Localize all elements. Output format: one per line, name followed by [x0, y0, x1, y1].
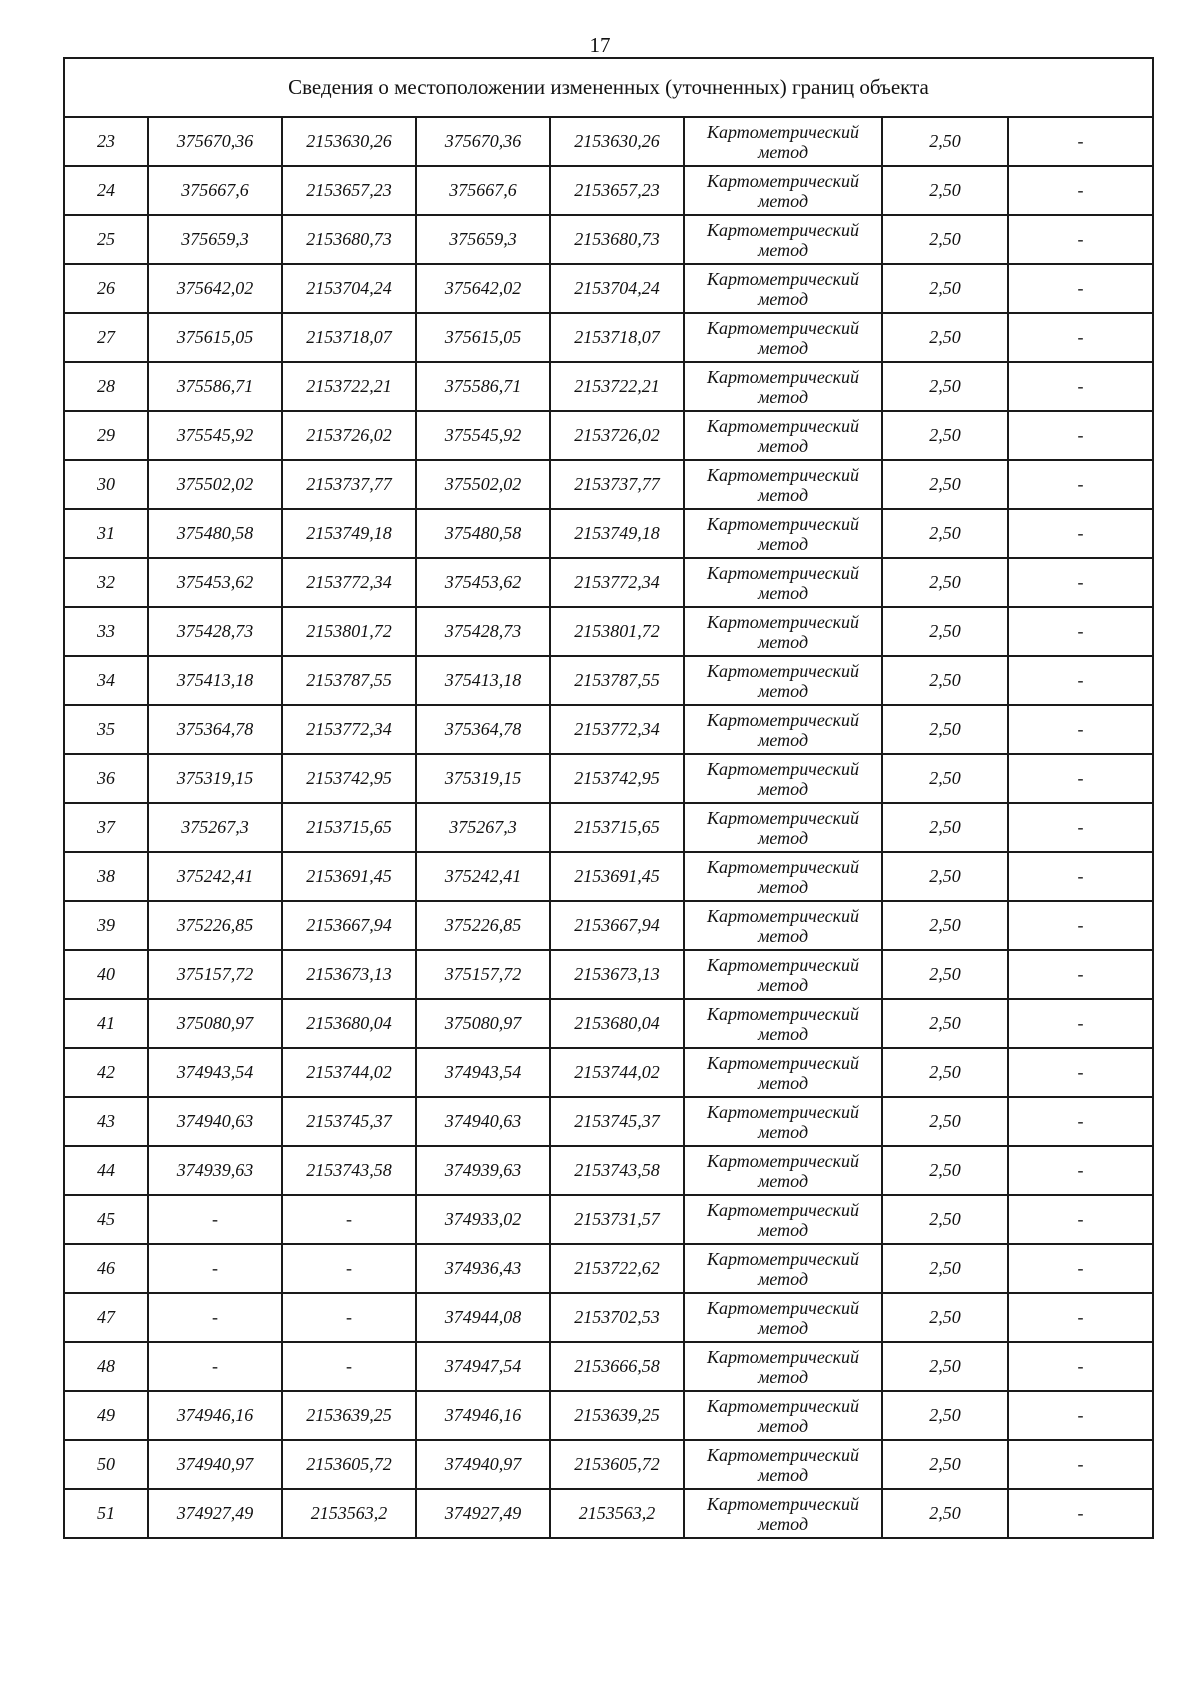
accuracy-cell: 2,50 [882, 362, 1008, 411]
method-cell: Картометрический метод [684, 558, 882, 607]
existing-x-cell: 375480,58 [148, 509, 282, 558]
existing-x-cell: 374940,97 [148, 1440, 282, 1489]
method-cell: Картометрический метод [684, 1097, 882, 1146]
refined-x-cell: 374939,63 [416, 1146, 550, 1195]
accuracy-cell: 2,50 [882, 215, 1008, 264]
note-cell: - [1008, 1391, 1153, 1440]
method-cell: Картометрический метод [684, 803, 882, 852]
method-cell: Картометрический метод [684, 362, 882, 411]
note-cell: - [1008, 1195, 1153, 1244]
table-row [64, 754, 1153, 803]
table-row [64, 999, 1153, 1048]
existing-y-cell: 2153667,94 [282, 901, 416, 950]
point-number-cell: 35 [64, 705, 148, 754]
method-cell: Картометрический метод [684, 754, 882, 803]
refined-x-cell: 375659,3 [416, 215, 550, 264]
accuracy-cell: 2,50 [882, 1391, 1008, 1440]
method-cell: Картометрический метод [684, 1244, 882, 1293]
refined-y-cell: 2153691,45 [550, 852, 684, 901]
accuracy-cell: 2,50 [882, 656, 1008, 705]
accuracy-cell: 2,50 [882, 460, 1008, 509]
existing-x-cell: 375413,18 [148, 656, 282, 705]
method-cell: Картометрический метод [684, 999, 882, 1048]
refined-y-cell: 2153639,25 [550, 1391, 684, 1440]
point-number-cell: 45 [64, 1195, 148, 1244]
existing-x-cell: 375319,15 [148, 754, 282, 803]
refined-y-cell: 2153666,58 [550, 1342, 684, 1391]
refined-y-cell: 2153704,24 [550, 264, 684, 313]
table-row [64, 509, 1153, 558]
accuracy-cell: 2,50 [882, 1293, 1008, 1342]
accuracy-cell: 2,50 [882, 1097, 1008, 1146]
note-cell: - [1008, 1342, 1153, 1391]
refined-x-cell: 374944,08 [416, 1293, 550, 1342]
table-row [64, 1048, 1153, 1097]
table-title: Сведения о местоположении измененных (уточненных) границ объекта [64, 58, 1153, 117]
note-cell: - [1008, 460, 1153, 509]
refined-x-cell: 375642,02 [416, 264, 550, 313]
existing-y-cell: 2153715,65 [282, 803, 416, 852]
existing-y-cell: 2153743,58 [282, 1146, 416, 1195]
refined-x-cell: 375453,62 [416, 558, 550, 607]
refined-y-cell: 2153605,72 [550, 1440, 684, 1489]
point-number-cell: 46 [64, 1244, 148, 1293]
accuracy-cell: 2,50 [882, 509, 1008, 558]
note-cell: - [1008, 411, 1153, 460]
existing-y-cell: 2153704,24 [282, 264, 416, 313]
point-number-cell: 23 [64, 117, 148, 166]
accuracy-cell: 2,50 [882, 1195, 1008, 1244]
table-row [64, 1097, 1153, 1146]
refined-x-cell: 374946,16 [416, 1391, 550, 1440]
method-cell: Картометрический метод [684, 656, 882, 705]
accuracy-cell: 2,50 [882, 705, 1008, 754]
note-cell: - [1008, 166, 1153, 215]
refined-y-cell: 2153673,13 [550, 950, 684, 999]
table-row [64, 558, 1153, 607]
note-cell: - [1008, 215, 1153, 264]
page-number: 17 [589, 33, 611, 57]
method-cell: Картометрический метод [684, 117, 882, 166]
existing-x-cell: 375428,73 [148, 607, 282, 656]
refined-y-cell: 2153630,26 [550, 117, 684, 166]
existing-x-cell: 375080,97 [148, 999, 282, 1048]
existing-y-cell: 2153605,72 [282, 1440, 416, 1489]
existing-x-cell: 375242,41 [148, 852, 282, 901]
existing-y-cell: - [282, 1342, 416, 1391]
refined-y-cell: 2153787,55 [550, 656, 684, 705]
accuracy-cell: 2,50 [882, 901, 1008, 950]
point-number-cell: 25 [64, 215, 148, 264]
existing-y-cell: 2153630,26 [282, 117, 416, 166]
existing-x-cell: 375670,36 [148, 117, 282, 166]
table-row [64, 215, 1153, 264]
refined-y-cell: 2153749,18 [550, 509, 684, 558]
method-cell: Картометрический метод [684, 1342, 882, 1391]
table-title-row [64, 58, 1153, 117]
refined-x-cell: 375615,05 [416, 313, 550, 362]
accuracy-cell: 2,50 [882, 1146, 1008, 1195]
note-cell: - [1008, 362, 1153, 411]
point-number-cell: 29 [64, 411, 148, 460]
method-cell: Картометрический метод [684, 1489, 882, 1538]
table-row [64, 411, 1153, 460]
accuracy-cell: 2,50 [882, 1489, 1008, 1538]
table-row [64, 1195, 1153, 1244]
refined-y-cell: 2153772,34 [550, 705, 684, 754]
existing-x-cell: - [148, 1244, 282, 1293]
refined-x-cell: 374940,97 [416, 1440, 550, 1489]
accuracy-cell: 2,50 [882, 411, 1008, 460]
refined-y-cell: 2153680,73 [550, 215, 684, 264]
existing-y-cell: 2153639,25 [282, 1391, 416, 1440]
table-row [64, 117, 1153, 166]
method-cell: Картометрический метод [684, 852, 882, 901]
refined-y-cell: 2153718,07 [550, 313, 684, 362]
method-cell: Картометрический метод [684, 509, 882, 558]
existing-x-cell: 375667,6 [148, 166, 282, 215]
accuracy-cell: 2,50 [882, 803, 1008, 852]
existing-x-cell: 375545,92 [148, 411, 282, 460]
point-number-cell: 36 [64, 754, 148, 803]
point-number-cell: 33 [64, 607, 148, 656]
method-cell: Картометрический метод [684, 1293, 882, 1342]
refined-x-cell: 374933,02 [416, 1195, 550, 1244]
table-row [64, 1489, 1153, 1538]
table-row [64, 166, 1153, 215]
refined-y-cell: 2153715,65 [550, 803, 684, 852]
note-cell: - [1008, 1146, 1153, 1195]
existing-y-cell: 2153563,2 [282, 1489, 416, 1538]
existing-y-cell: - [282, 1244, 416, 1293]
existing-x-cell: 375642,02 [148, 264, 282, 313]
existing-x-cell: 374940,63 [148, 1097, 282, 1146]
method-cell: Картометрический метод [684, 166, 882, 215]
note-cell: - [1008, 705, 1153, 754]
table-row [64, 656, 1153, 705]
method-cell: Картометрический метод [684, 901, 882, 950]
refined-x-cell: 374936,43 [416, 1244, 550, 1293]
point-number-cell: 50 [64, 1440, 148, 1489]
point-number-cell: 37 [64, 803, 148, 852]
refined-x-cell: 375319,15 [416, 754, 550, 803]
coordinates-table [63, 57, 1154, 1539]
refined-x-cell: 375545,92 [416, 411, 550, 460]
existing-x-cell: 375226,85 [148, 901, 282, 950]
point-number-cell: 38 [64, 852, 148, 901]
existing-y-cell: 2153801,72 [282, 607, 416, 656]
accuracy-cell: 2,50 [882, 558, 1008, 607]
refined-x-cell: 375586,71 [416, 362, 550, 411]
table-row [64, 313, 1153, 362]
existing-x-cell: 375453,62 [148, 558, 282, 607]
existing-y-cell: 2153680,73 [282, 215, 416, 264]
note-cell: - [1008, 1293, 1153, 1342]
note-cell: - [1008, 656, 1153, 705]
refined-x-cell: 375242,41 [416, 852, 550, 901]
refined-y-cell: 2153801,72 [550, 607, 684, 656]
refined-y-cell: 2153680,04 [550, 999, 684, 1048]
accuracy-cell: 2,50 [882, 1342, 1008, 1391]
existing-y-cell: 2153691,45 [282, 852, 416, 901]
point-number-cell: 43 [64, 1097, 148, 1146]
method-cell: Картометрический метод [684, 460, 882, 509]
accuracy-cell: 2,50 [882, 1440, 1008, 1489]
existing-x-cell: 375502,02 [148, 460, 282, 509]
refined-x-cell: 375502,02 [416, 460, 550, 509]
refined-y-cell: 2153722,21 [550, 362, 684, 411]
refined-y-cell: 2153702,53 [550, 1293, 684, 1342]
accuracy-cell: 2,50 [882, 999, 1008, 1048]
table-row [64, 950, 1153, 999]
existing-y-cell: 2153787,55 [282, 656, 416, 705]
point-number-cell: 47 [64, 1293, 148, 1342]
accuracy-cell: 2,50 [882, 950, 1008, 999]
refined-x-cell: 375080,97 [416, 999, 550, 1048]
accuracy-cell: 2,50 [882, 607, 1008, 656]
point-number-cell: 30 [64, 460, 148, 509]
accuracy-cell: 2,50 [882, 117, 1008, 166]
refined-x-cell: 374927,49 [416, 1489, 550, 1538]
table-row [64, 607, 1153, 656]
table-row [64, 1342, 1153, 1391]
refined-x-cell: 375364,78 [416, 705, 550, 754]
existing-y-cell: - [282, 1195, 416, 1244]
refined-y-cell: 2153737,77 [550, 460, 684, 509]
point-number-cell: 31 [64, 509, 148, 558]
existing-y-cell: 2153744,02 [282, 1048, 416, 1097]
point-number-cell: 40 [64, 950, 148, 999]
refined-y-cell: 2153563,2 [550, 1489, 684, 1538]
method-cell: Картометрический метод [684, 1391, 882, 1440]
existing-x-cell: 374939,63 [148, 1146, 282, 1195]
point-number-cell: 49 [64, 1391, 148, 1440]
refined-y-cell: 2153743,58 [550, 1146, 684, 1195]
existing-x-cell: - [148, 1293, 282, 1342]
refined-x-cell: 375428,73 [416, 607, 550, 656]
note-cell: - [1008, 852, 1153, 901]
point-number-cell: 32 [64, 558, 148, 607]
note-cell: - [1008, 607, 1153, 656]
existing-x-cell: 375267,3 [148, 803, 282, 852]
refined-x-cell: 375667,6 [416, 166, 550, 215]
note-cell: - [1008, 803, 1153, 852]
accuracy-cell: 2,50 [882, 264, 1008, 313]
table-row [64, 460, 1153, 509]
existing-y-cell: 2153673,13 [282, 950, 416, 999]
existing-y-cell: 2153745,37 [282, 1097, 416, 1146]
refined-y-cell: 2153744,02 [550, 1048, 684, 1097]
existing-y-cell: 2153772,34 [282, 705, 416, 754]
method-cell: Картометрический метод [684, 1146, 882, 1195]
point-number-cell: 28 [64, 362, 148, 411]
existing-y-cell: 2153749,18 [282, 509, 416, 558]
existing-y-cell: 2153726,02 [282, 411, 416, 460]
existing-y-cell: 2153742,95 [282, 754, 416, 803]
method-cell: Картометрический метод [684, 607, 882, 656]
existing-x-cell: 375615,05 [148, 313, 282, 362]
existing-y-cell: 2153680,04 [282, 999, 416, 1048]
table-row [64, 362, 1153, 411]
point-number-cell: 44 [64, 1146, 148, 1195]
table-row [64, 852, 1153, 901]
method-cell: Картометрический метод [684, 705, 882, 754]
table-row [64, 1440, 1153, 1489]
table-row [64, 1146, 1153, 1195]
table-row [64, 803, 1153, 852]
point-number-cell: 48 [64, 1342, 148, 1391]
existing-y-cell: 2153737,77 [282, 460, 416, 509]
refined-x-cell: 375413,18 [416, 656, 550, 705]
table-row [64, 705, 1153, 754]
refined-x-cell: 375157,72 [416, 950, 550, 999]
note-cell: - [1008, 1097, 1153, 1146]
existing-y-cell: 2153772,34 [282, 558, 416, 607]
refined-y-cell: 2153731,57 [550, 1195, 684, 1244]
accuracy-cell: 2,50 [882, 166, 1008, 215]
method-cell: Картометрический метод [684, 215, 882, 264]
refined-x-cell: 374947,54 [416, 1342, 550, 1391]
refined-x-cell: 375226,85 [416, 901, 550, 950]
note-cell: - [1008, 1048, 1153, 1097]
accuracy-cell: 2,50 [882, 1244, 1008, 1293]
point-number-cell: 42 [64, 1048, 148, 1097]
existing-x-cell: 374946,16 [148, 1391, 282, 1440]
existing-x-cell: 375659,3 [148, 215, 282, 264]
accuracy-cell: 2,50 [882, 852, 1008, 901]
table-row [64, 1293, 1153, 1342]
note-cell: - [1008, 313, 1153, 362]
note-cell: - [1008, 950, 1153, 999]
method-cell: Картометрический метод [684, 313, 882, 362]
note-cell: - [1008, 558, 1153, 607]
note-cell: - [1008, 264, 1153, 313]
refined-x-cell: 375267,3 [416, 803, 550, 852]
note-cell: - [1008, 901, 1153, 950]
point-number-cell: 51 [64, 1489, 148, 1538]
point-number-cell: 41 [64, 999, 148, 1048]
note-cell: - [1008, 754, 1153, 803]
existing-x-cell: - [148, 1195, 282, 1244]
accuracy-cell: 2,50 [882, 1048, 1008, 1097]
table-row [64, 264, 1153, 313]
accuracy-cell: 2,50 [882, 754, 1008, 803]
method-cell: Картометрический метод [684, 1195, 882, 1244]
table-row [64, 1391, 1153, 1440]
note-cell: - [1008, 1489, 1153, 1538]
method-cell: Картометрический метод [684, 411, 882, 460]
existing-y-cell: 2153722,21 [282, 362, 416, 411]
existing-y-cell: - [282, 1293, 416, 1342]
refined-x-cell: 375480,58 [416, 509, 550, 558]
refined-x-cell: 374943,54 [416, 1048, 550, 1097]
note-cell: - [1008, 1244, 1153, 1293]
refined-x-cell: 375670,36 [416, 117, 550, 166]
table-body [64, 58, 1153, 1538]
refined-y-cell: 2153657,23 [550, 166, 684, 215]
existing-x-cell: - [148, 1342, 282, 1391]
table-row [64, 1244, 1153, 1293]
point-number-cell: 27 [64, 313, 148, 362]
method-cell: Картометрический метод [684, 1048, 882, 1097]
method-cell: Картометрический метод [684, 1440, 882, 1489]
note-cell: - [1008, 1440, 1153, 1489]
refined-y-cell: 2153722,62 [550, 1244, 684, 1293]
method-cell: Картометрический метод [684, 264, 882, 313]
existing-x-cell: 374943,54 [148, 1048, 282, 1097]
note-cell: - [1008, 509, 1153, 558]
existing-y-cell: 2153657,23 [282, 166, 416, 215]
point-number-cell: 26 [64, 264, 148, 313]
table-row [64, 901, 1153, 950]
refined-y-cell: 2153772,34 [550, 558, 684, 607]
existing-y-cell: 2153718,07 [282, 313, 416, 362]
refined-y-cell: 2153667,94 [550, 901, 684, 950]
method-cell: Картометрический метод [684, 950, 882, 999]
refined-y-cell: 2153742,95 [550, 754, 684, 803]
refined-y-cell: 2153726,02 [550, 411, 684, 460]
existing-x-cell: 375586,71 [148, 362, 282, 411]
existing-x-cell: 375364,78 [148, 705, 282, 754]
point-number-cell: 24 [64, 166, 148, 215]
refined-y-cell: 2153745,37 [550, 1097, 684, 1146]
coordinates-table-container [63, 57, 1154, 1539]
point-number-cell: 39 [64, 901, 148, 950]
note-cell: - [1008, 999, 1153, 1048]
refined-x-cell: 374940,63 [416, 1097, 550, 1146]
existing-x-cell: 374927,49 [148, 1489, 282, 1538]
point-number-cell: 34 [64, 656, 148, 705]
accuracy-cell: 2,50 [882, 313, 1008, 362]
note-cell: - [1008, 117, 1153, 166]
existing-x-cell: 375157,72 [148, 950, 282, 999]
